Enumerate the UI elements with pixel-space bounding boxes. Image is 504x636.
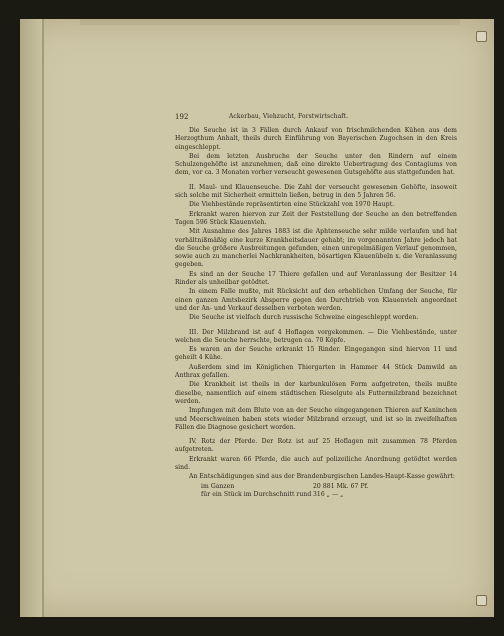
paragraph-11: Es waren an der Seuche erkrankt 15 Rinder. Eingegangen sind hiervon 11 und geheilt 4 Kühe. <box>175 346 459 362</box>
paragraph-17: An Entschädigungen sind aus der Brandenburgischen Landes-Haupt-Kasse gewährt: <box>189 473 455 481</box>
paragraph-4: Die Viehbestände repräsentirten eine Stückzahl von 1970 Haupt. <box>189 201 395 209</box>
compensation-row-average <box>175 491 457 499</box>
paragraph-16: Erkrankt waren 66 Pferde, die auch auf polizeiliche Anordnung getödtet werden sind. <box>175 455 459 471</box>
section-3-heading-paragraph: III. Der Milzbrand ist auf 4 Hoflagen vorgekommen. — Die Viehbestände, unter welchen die Seuche herrschte, betrugen ca. 70 Köpfe. <box>175 328 459 344</box>
paragraph-5: Erkrankt waren hiervon zur Zeit der Feststellung der Seuche an den betreffenden Tagen 596 Stück Klauenvieh. <box>175 210 459 226</box>
running-head: Ackerbau, Viehzucht, Forstwirtschaft. <box>229 113 349 120</box>
compensation-label: im Ganzen <box>201 482 235 490</box>
paragraph-9: Die Seuche ist vielfach durch russische Schweine eingeschleppt worden. <box>189 314 419 322</box>
paragraph-2: Bei dem letzten Ausbruche der Seuche unter den Rindern auf einem Schulzengehöfte ist anzunehmen, daß eine direkte Uebertragung des Contagiums von dem, vor ca. 3 Monaten vorher verseucht gewesenen Gutsgehöfte aus stattgefunden hat. <box>175 152 459 177</box>
book-page <box>20 19 494 617</box>
corner-marker-bottom-right <box>476 595 487 606</box>
compensation-label: für ein Stück im Durchschnitt rund <box>201 490 312 498</box>
section-2-heading-paragraph: II. Maul- und Klauenseuche. Die Zahl der verseucht gewesenen Gehöfte, insoweit sich solche mit Sicherheit ermitteln ließen, betrug in den 5 Jahren 56. <box>175 183 459 200</box>
paragraph-14: Impfungen mit dem Blute von an der Seuche eingegangenen Thieren auf Kaninchen und Meerschweinen haben stets wieder Milzbrand erzeugt, und ist so in zweifelhaften Fällen die Diagnose gesichert worden. <box>175 407 459 431</box>
compensation-value: 316 „ — „ <box>313 490 344 498</box>
page-top-shadow <box>80 19 460 25</box>
corner-marker-top-right <box>476 31 487 42</box>
section-4-heading-paragraph: IV. Rotz der Pferde. Der Rotz ist auf 25 Hoflagen mit zusammen 78 Pferden aufgetreten. <box>175 438 459 454</box>
paragraph-8: In einem Falle mußte, mit Rücksicht auf den erheblichen Umfang der Seuche, für einen ganzen Amtsbezirk Absperre gegen den Durchtrieb von Klauenvieh angeordnet und der An- und Verkauf desselben verboten werden. <box>175 288 459 312</box>
page-header <box>175 113 457 125</box>
compensation-value: 20 881 Mk. 67 Pf. <box>313 482 369 490</box>
paragraph-13: Die Krankheit ist theils in der karbunkulösen Form aufgetreten, theils mußte dieselbe, namentlich auf einem städtischen Rieselgute als Futtermilzbrand bezeichnet werden. <box>175 381 459 405</box>
compensation-row-total <box>175 483 457 491</box>
page-gutter <box>20 19 42 617</box>
page-content <box>175 113 457 499</box>
paragraph-1: Die Seuche ist in 3 Fällen durch Ankauf von frischmilchenden Kühen aus dem Herzogthum Anhalt, theils durch Einführung von Bayerischen Zugochsen in den Kreis eingeschleppt. <box>175 127 459 151</box>
page-number: 192 <box>175 113 189 121</box>
paragraph-6: Mit Ausnahme des Jahres 1883 ist die Aphtenseuche sehr milde verlaufen und hat verhältnißmäßig eine kurze Krankheitsdauer gehabt; im vorgenannten Jahre jedoch hat die Seuche größere Ausbreitungen gefunden, einen unregelmäßigen Verlauf genommen, sowie auch zu mancherlei Nachkrankheiten, bösartigen Klauenübeln x. die Veranlassung gegeben. <box>175 228 459 269</box>
paragraph-12: Außerdem sind im Königlichen Thiergarten in Hammer 44 Stück Damwild an Anthrax gefallen. <box>175 363 459 380</box>
compensation-table <box>175 483 457 500</box>
paragraph-7: Es sind an der Seuche 17 Thiere gefallen und auf Veranlassung der Besitzer 14 Rinder als unheilbar getödtet. <box>175 270 459 287</box>
page-fold <box>42 19 44 617</box>
